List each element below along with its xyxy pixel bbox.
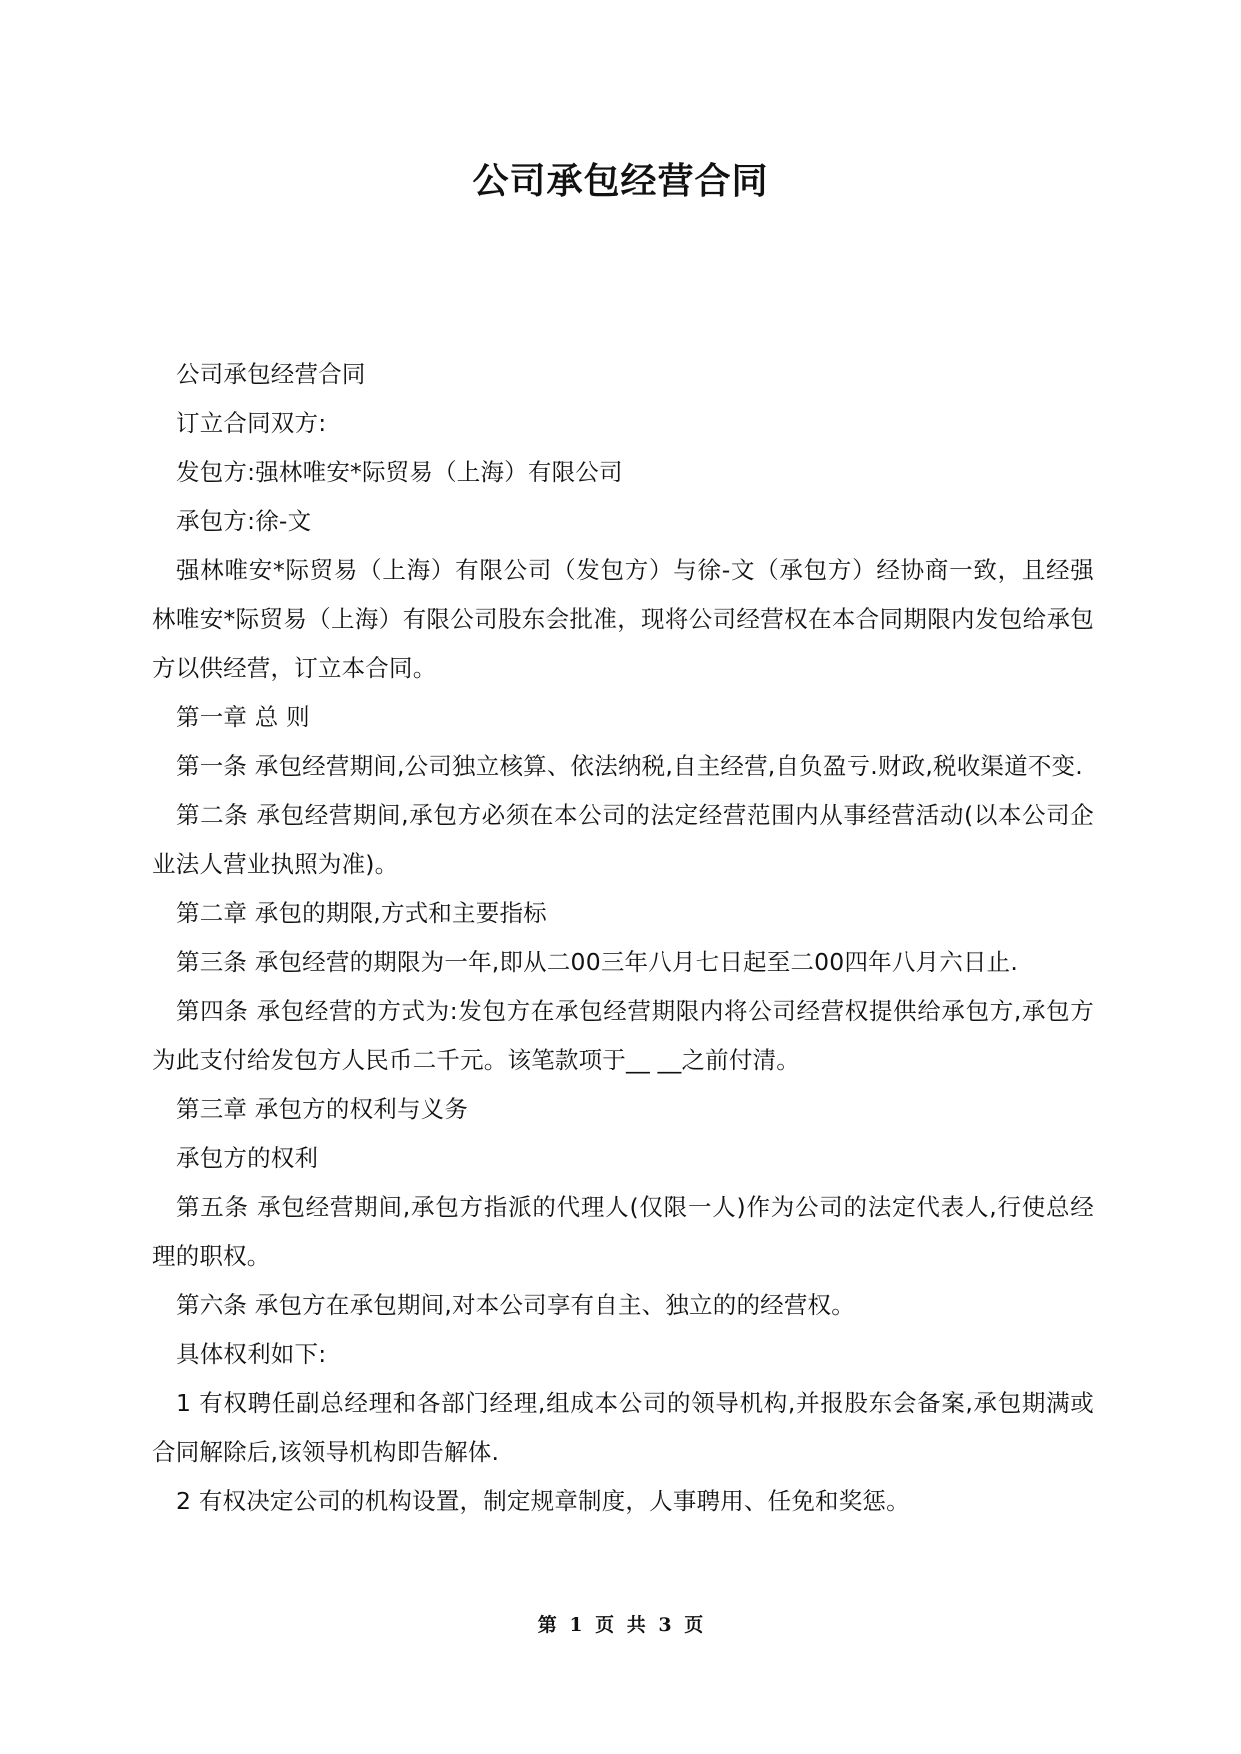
paragraph: 第四条 承包经营的方式为:发包方在承包经营期限内将公司经营权提供给承包方,承包方为此支付给发包方人民币二千元。该笔款项于__ __之前付清。 — [152, 997, 1094, 1074]
paragraph: 第六条 承包方在承包期间,对本公司享有自主、独立的的经营权。 — [176, 1291, 855, 1319]
document-title: 公司承包经营合同 — [472, 161, 769, 202]
chapter-heading: 第二章 承包的期限,方式和主要指标 — [176, 899, 547, 927]
paragraph: 承包方:徐-文 — [176, 507, 312, 535]
chapter-heading: 第三章 承包方的权利与义务 — [176, 1095, 469, 1123]
paragraph: 公司承包经营合同 — [176, 360, 366, 388]
section-heading: 承包方的权利 — [176, 1144, 319, 1172]
paragraph: 强林唯安*际贸易（上海）有限公司（发包方）与徐-文（承包方）经协商一致，且经强林唯安*际贸易（上海）有限公司股东会批准，现将公司经营权在本合同期限内发包给承包方以供经营，订立本合同。 — [152, 556, 1094, 682]
page-number: 第 1 页 共 3 页 — [537, 1614, 704, 1636]
paragraph: 第二条 承包经营期间,承包方必须在本公司的法定经营范围内从事经营活动(以本公司企业法人营业执照为准)。 — [152, 801, 1094, 878]
chapter-heading: 第一章 总 则 — [176, 703, 310, 731]
paragraph: 第三条 承包经营的期限为一年,即从二00三年八月七日起至二00四年八月六日止. — [176, 948, 1019, 976]
paragraph: 具体权利如下: — [176, 1340, 327, 1368]
paragraph: 第一条 承包经营期间,公司独立核算、依法纳税,自主经营,自负盈亏.财政,税收渠道不变. — [176, 752, 1083, 780]
list-item: 1 有权聘任副总经理和各部门经理,组成本公司的领导机构,并报股东会备案,承包期满或合同解除后,该领导机构即告解体. — [152, 1389, 1094, 1466]
paragraph: 第五条 承包经营期间,承包方指派的代理人(仅限一人)作为公司的法定代表人,行使总经理的职权。 — [152, 1193, 1094, 1270]
list-item: 2 有权决定公司的机构设置，制定规章制度，人事聘用、任免和奖惩。 — [176, 1487, 910, 1515]
paragraph: 发包方:强林唯安*际贸易（上海）有限公司 — [176, 458, 623, 486]
paragraph: 订立合同双方: — [176, 409, 327, 437]
document-body — [152, 350, 1094, 1526]
